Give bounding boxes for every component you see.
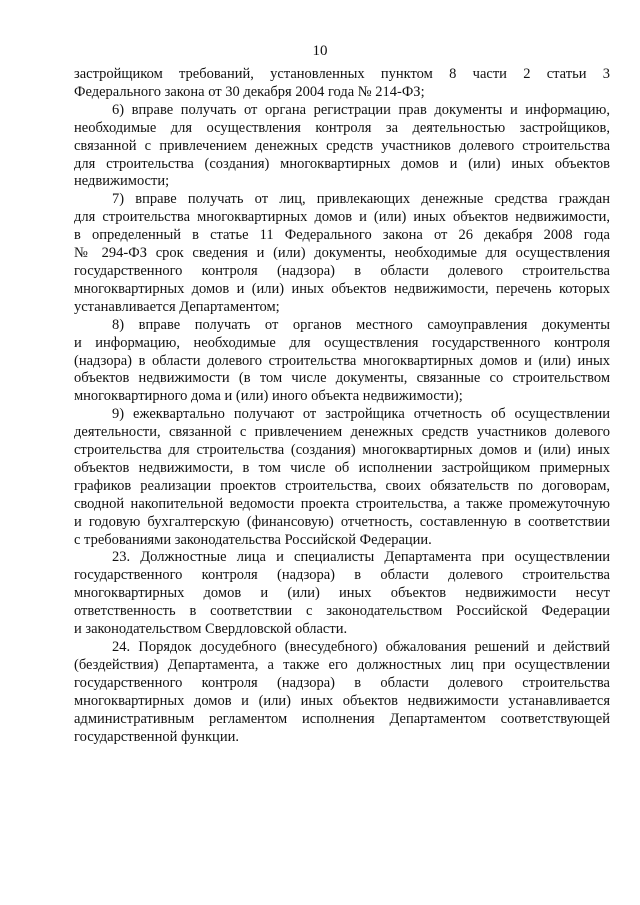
text-line: 8) вправе получать от органов местного самоуправления документы xyxy=(112,316,610,333)
text-line: (надзора) в области долевого строительства многоквартирных домов и (или) иных xyxy=(74,352,610,369)
text-line: в определенный в статье 11 Федерального закона от 26 декабря 2008 года xyxy=(74,227,610,244)
text-line: Федерального закона от 30 декабря 2004 года № 214-ФЗ; xyxy=(74,83,425,100)
text-line: 9) ежеквартально получают от застройщика отчетность об осуществлении xyxy=(112,406,610,423)
text-line: многоквартирных домов и (или) иных объектов недвижимости несут xyxy=(74,585,610,602)
text-line: и законодательством Свердловской области. xyxy=(74,621,348,638)
paragraph-item-6 xyxy=(74,102,610,192)
text-line: государственной функции. xyxy=(74,728,239,745)
paragraph-item-8 xyxy=(74,317,610,407)
text-line: необходимые для осуществления контроля за деятельностью застройщиков, xyxy=(74,119,610,136)
text-line: и информацию, необходимые для осуществления государственного контроля xyxy=(74,334,610,351)
text-line: связанной с привлечением денежных средств участников долевого строительства xyxy=(74,137,610,154)
text-line: 24. Порядок досудебного (внесудебного) обжалования решений и действий xyxy=(112,639,610,655)
text-line: 6) вправе получать от органа регистрации прав документы и информацию, xyxy=(112,101,610,118)
text-line: многоквартирных домов и (или) иных объектов недвижимости, перечень которых xyxy=(74,280,610,297)
paragraph-item-23 xyxy=(74,549,610,639)
text-line: для строительства многоквартирных домов и (или) иных объектов недвижимости, xyxy=(74,209,610,226)
text-line: деятельности, связанной с привлечением денежных средств участников долевого xyxy=(74,424,610,441)
text-line: № 294-ФЗ срок сведения и (или) документы, необходимые для осуществления xyxy=(74,245,610,262)
text-line: с требованиями законодательства Российской Федерации. xyxy=(74,531,432,548)
text-line: многоквартирных домов и (или) иных объектов недвижимости устанавливается xyxy=(74,692,610,709)
text-line: объектов недвижимости, в том числе об исполнении застройщиком примерных xyxy=(74,459,610,476)
text-line: для строительства (создания) многоквартирных домов и (или) иных объектов xyxy=(74,155,610,172)
text-line: объектов недвижимости (в том числе документы, связанные со строительством xyxy=(74,370,610,387)
page-number: 10 xyxy=(312,43,328,59)
document-body xyxy=(74,66,610,746)
text-line: 7) вправе получать от лиц, привлекающих денежные средства граждан xyxy=(112,191,610,208)
text-line: недвижимости; xyxy=(74,173,170,190)
text-line: многоквартирного дома и (или) иного объекта недвижимости); xyxy=(74,388,463,405)
text-line: графиков реализации проектов строительства, своих обязательств по договорам, xyxy=(74,477,610,494)
text-line: государственного контроля (надзора) в области долевого строительства xyxy=(74,674,610,691)
text-line: ответственность в соответствии с законодательством Российской Федерации xyxy=(74,603,610,620)
text-line: и годовую бухгалтерскую (финансовую) отчетность, составленную в соответствии xyxy=(74,513,610,530)
text-line: застройщиком требований, установленных пунктом 8 части 2 статьи 3 xyxy=(74,66,610,82)
text-line: устанавливается Департаментом; xyxy=(74,298,280,315)
paragraph-item-9 xyxy=(74,406,610,549)
text-line: государственного контроля (надзора) в области долевого строительства xyxy=(74,567,610,584)
text-line: административным регламентом исполнения Департаментом соответствующей xyxy=(74,710,610,727)
paragraph-continuation xyxy=(74,66,610,102)
text-line: строительства для строительства (создания) многоквартирных домов и (или) иных xyxy=(74,442,610,459)
text-line: (бездействия) Департамента, а также его должностных лиц при осуществлении xyxy=(74,656,610,673)
paragraph-item-7 xyxy=(74,191,610,316)
paragraph-item-24 xyxy=(74,639,610,746)
text-line: сводной накопительной ведомости проекта строительства, а также промежуточную xyxy=(74,495,610,512)
text-line: государственного контроля (надзора) в области долевого строительства xyxy=(74,262,610,279)
text-line: 23. Должностные лица и специалисты Департамента при осуществлении xyxy=(112,549,610,566)
